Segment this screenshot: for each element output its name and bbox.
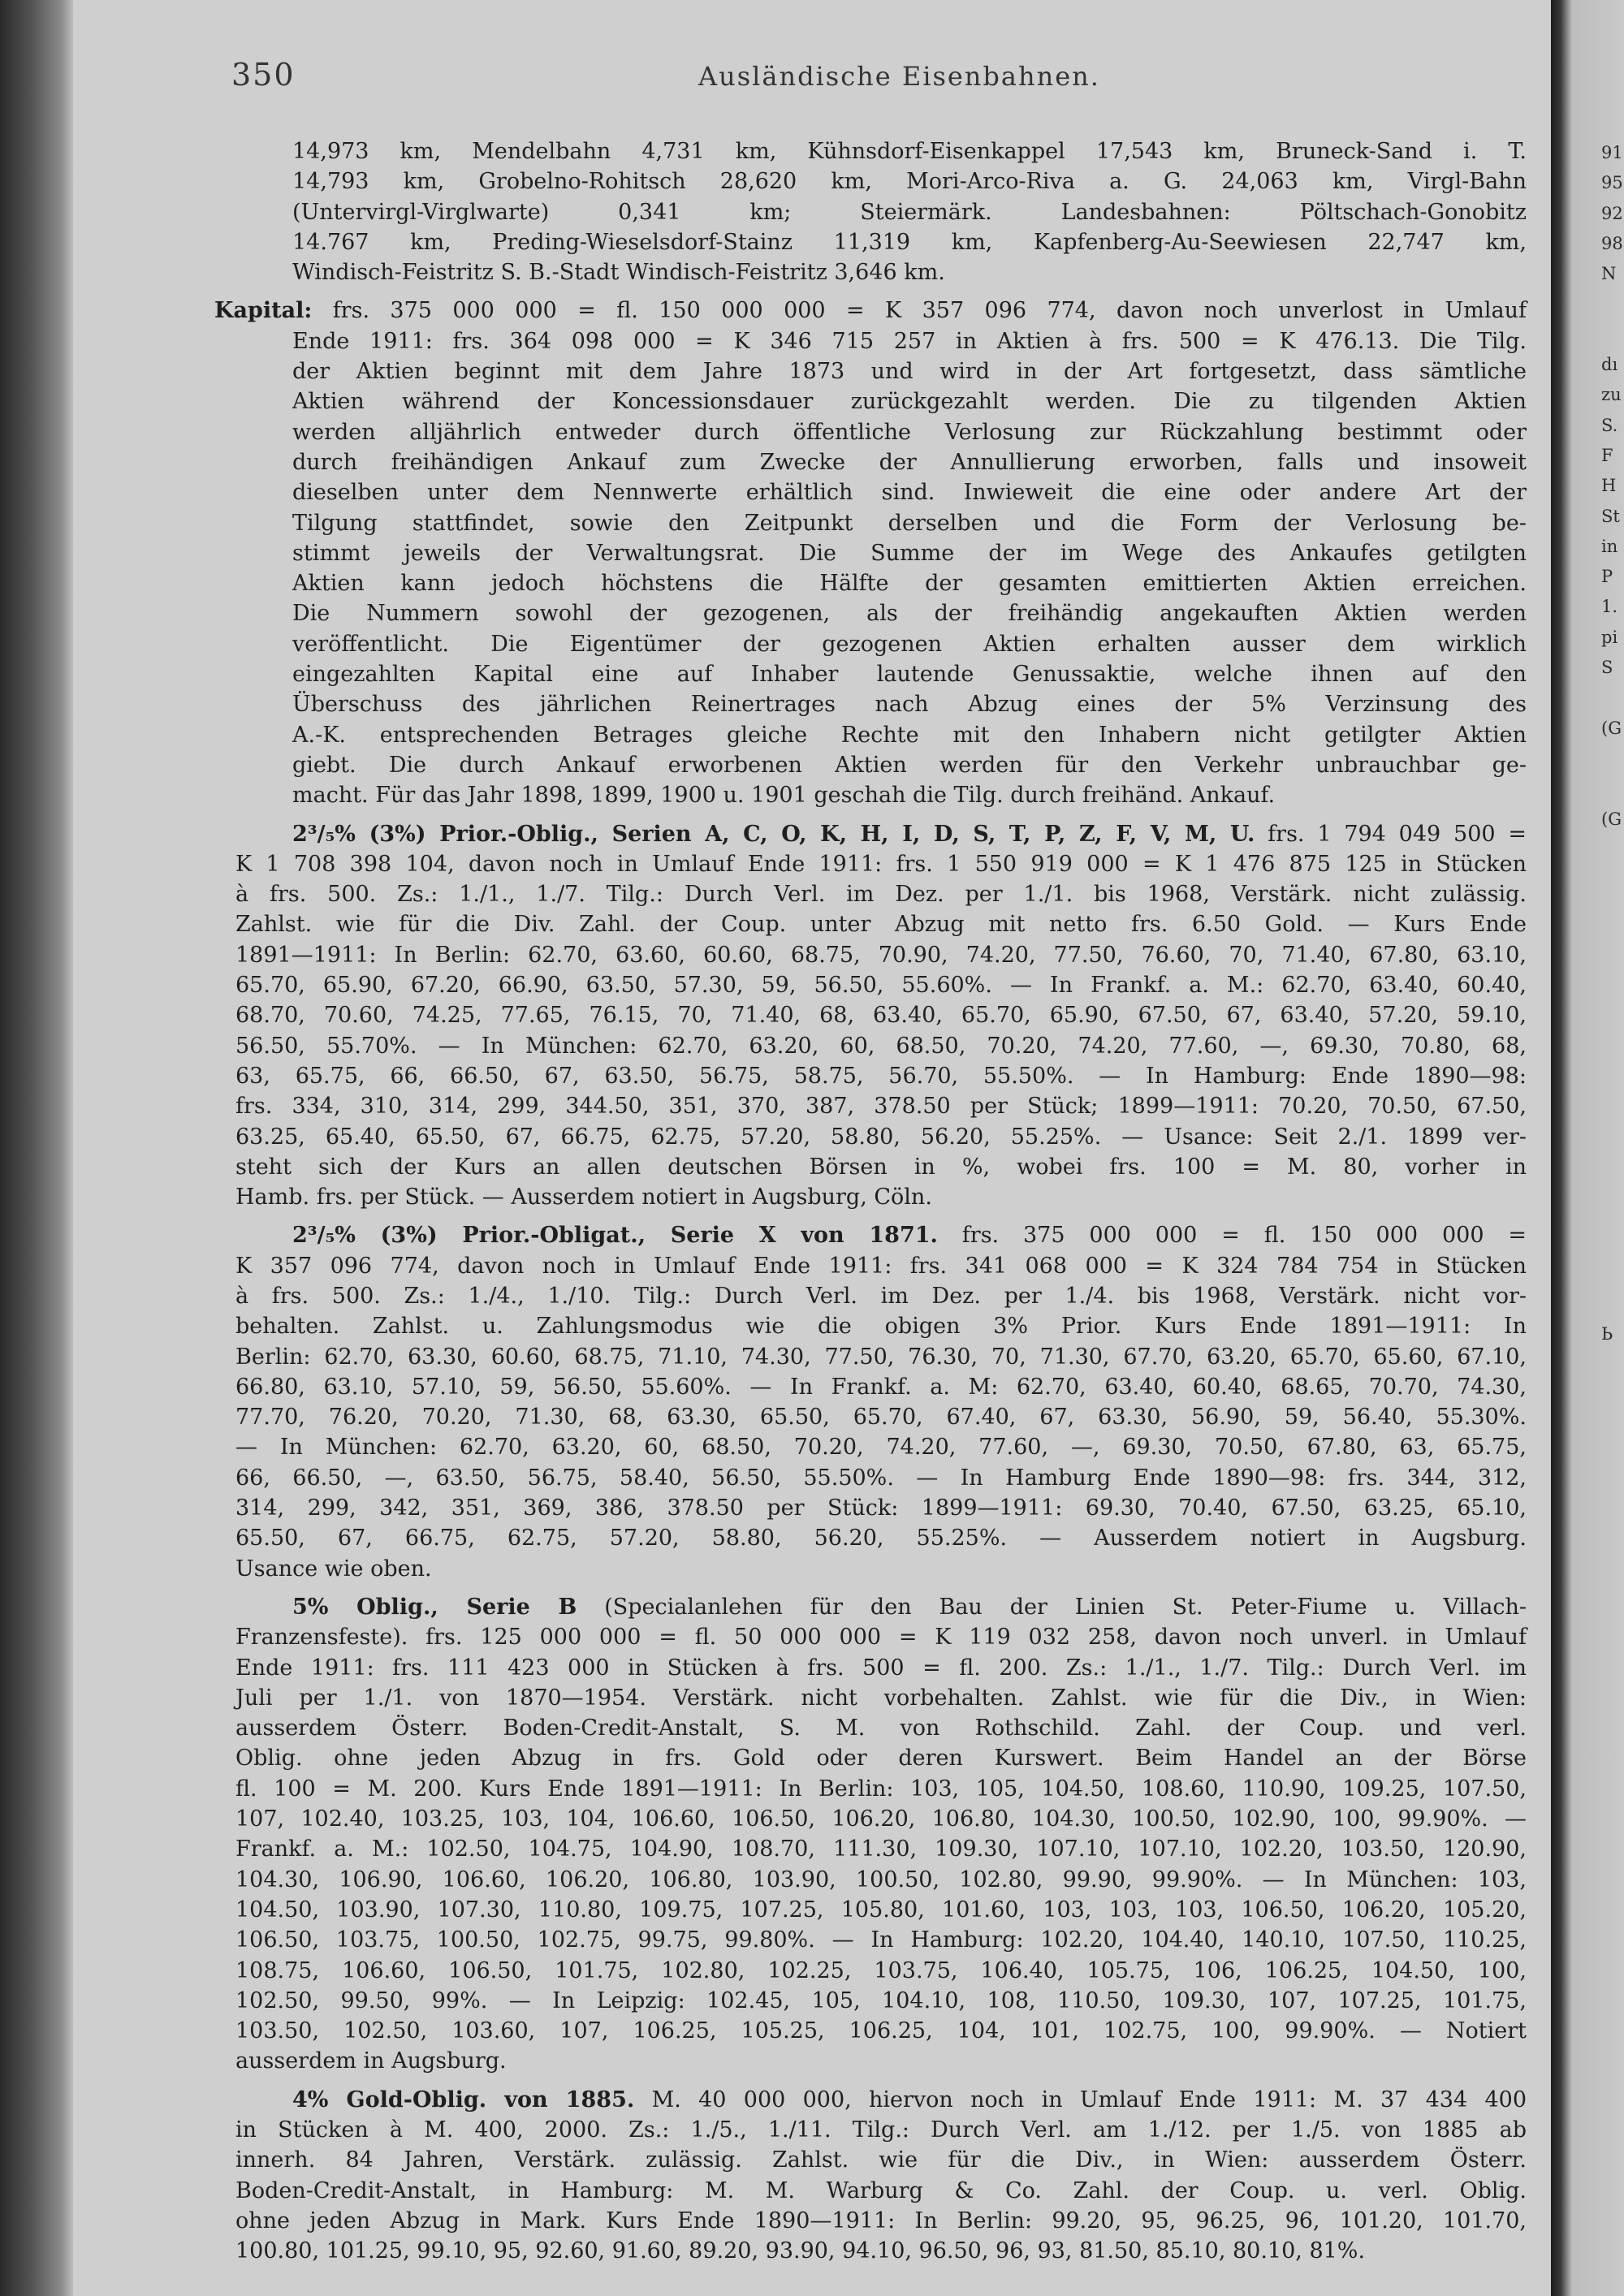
- edge-fragment: N: [1601, 264, 1617, 284]
- paragraph-prior-oblig-serien: [235, 819, 1535, 1213]
- paragraph-label: 2³/₅% (3%) Prior.-Obligat., Serie X von 1871.: [292, 1223, 938, 1249]
- text-line: [235, 1000, 1527, 1030]
- line-text: — In München: 62.70, 63.20, 60, 68.50, 70.20, 74.20, 77.60, —, 69.30, 70.50, 67.80, 63, 65.75,: [235, 1435, 1527, 1461]
- text-line: [235, 970, 1527, 1000]
- edge-fragment: 98: [1601, 233, 1623, 253]
- line-text: in Stücken à M. 400, 2000. Zs.: 1./5., 1./11. Tilg.: Durch Verl. am 1./12. per 1./5. von 1885 ab: [235, 2117, 1527, 2143]
- edge-fragment: [1601, 1077, 1624, 1107]
- line-text: 66, 66.50, —, 63.50, 56.75, 58.40, 56.50, 55.50%. — In Hamburg Ende 1890—98: frs. 344, 312,: [235, 1465, 1527, 1491]
- paragraph-label: 4% Gold-Oblig. von 1885.: [292, 2087, 635, 2113]
- edge-fragment: 95: [1601, 173, 1623, 193]
- paragraph-oblig-serie-b: [235, 1592, 1535, 2077]
- edge-fragment: zu: [1601, 385, 1622, 405]
- line-text: 63, 65.75, 66, 66.50, 67, 63.50, 56.75, 58.75, 56.70, 55.50%. — In Hamburg: Ende 1890—98:: [235, 1063, 1527, 1089]
- line-text: Usance wie oben.: [235, 1556, 432, 1582]
- text-line: [235, 1895, 1527, 1925]
- line-text: behalten. Zahlst. u. Zahlungsmodus wie die obigen 3% Prior. Kurs Ende 1891—1911: In: [235, 1314, 1527, 1340]
- text-line: [235, 1986, 1527, 2016]
- edge-fragment: S.: [1601, 415, 1618, 435]
- text-line: [235, 1091, 1527, 1121]
- text-line: [292, 689, 1527, 719]
- line-text: 104.30, 106.90, 106.60, 106.20, 106.80, 103.90, 100.50, 102.80, 99.90, 99.90%. — In München: 103,: [235, 1867, 1527, 1892]
- text-line: [235, 1554, 1527, 1584]
- edge-fragment: [1601, 895, 1624, 925]
- edge-fragment: [1601, 835, 1624, 865]
- text-line: [235, 1251, 1527, 1281]
- line-text: innerh. 84 Jahren, Verstärk. zulässig. Zahlst. wie für die Div., in Wien: ausserdem Österr.: [235, 2147, 1527, 2173]
- edge-fragment: [1601, 320, 1624, 350]
- line-text: steht sich der Kurs an allen deutschen Börsen in %, wobei frs. 100 = M. 80, vorher in: [235, 1154, 1527, 1180]
- book-binding-shadow: [0, 0, 73, 2296]
- text-line: [292, 819, 1527, 849]
- line-text: 314, 299, 342, 351, 369, 386, 378.50 per Stück: 1899—1911: 69.30, 70.40, 67.50, 63.25, 65.10,: [235, 1495, 1527, 1521]
- line-text: 107, 102.40, 103.25, 103, 104, 106.60, 106.50, 106.20, 106.80, 104.30, 100.50, 102.90, 100, 99.90%. —: [235, 1806, 1527, 1832]
- edge-fragment: pi: [1601, 627, 1618, 647]
- text-line: [235, 879, 1527, 909]
- text-line: [292, 326, 1527, 356]
- line-text: frs. 334, 310, 314, 299, 344.50, 351, 370, 387, 378.50 per Stück; 1899—1911: 70.20, 70.50, 67.50,: [235, 1094, 1527, 1120]
- paragraph-label: 2³/₅% (3%) Prior.-Oblig., Serien A, C, O, K, H, I, D, S, T, P, Z, F, V, M, U.: [292, 821, 1255, 847]
- line-text: M. 40 000 000, hiervon noch in Umlauf Ende 1911: M. 37 434 400: [634, 2087, 1527, 2113]
- edge-fragment: H: [1601, 476, 1617, 496]
- edge-fragment: [1601, 986, 1624, 1016]
- line-text: Berlin: 62.70, 63.30, 60.60, 68.75, 71.10, 74.30, 77.50, 76.30, 70, 71.30, 67.70, 63.20, 65.70, 65.60, 67.10,: [235, 1344, 1527, 1370]
- line-text: 66.80, 63.10, 57.10, 59, 56.50, 55.60%. — In Frankf. a. M: 62.70, 63.40, 60.40, 68.65, 70.70, 74.30,: [235, 1374, 1527, 1400]
- line-text: Tilgung stattfindet, sowie den Zeitpunkt derselben und die Form der Verlosung be-: [292, 510, 1527, 536]
- line-text: Überschuss des jährlichen Reinertrages nach Abzug eines der 5% Verzinsung des: [292, 692, 1527, 718]
- line-text: 14.767 km, Preding-Wieselsdorf-Stainz 11,319 km, Kapfenberg-Au-Seewiesen 22,747 km,: [292, 229, 1527, 255]
- edge-fragment: (G: [1601, 809, 1622, 829]
- text-line: [292, 568, 1527, 598]
- edge-fragment: [1601, 1167, 1624, 1198]
- line-text: 100.80, 101.25, 99.10, 95, 92.60, 91.60, 89.20, 93.90, 94.10, 96.50, 96, 93, 81.50, 85.10, 80.10, 81%.: [235, 2238, 1366, 2264]
- text-line: [235, 1372, 1527, 1402]
- edge-fragment: 91: [1601, 143, 1623, 162]
- line-text: 63.25, 65.40, 65.50, 67, 66.75, 62.75, 57.20, 58.80, 56.20, 55.25%. — Usance: Seit 2./1. 1899 ver-: [235, 1124, 1527, 1150]
- paragraph-gold-oblig-1885: [235, 2085, 1535, 2267]
- text-line: [235, 1743, 1527, 1773]
- text-line: [292, 166, 1527, 196]
- text-line: [292, 1220, 1527, 1250]
- text-line: [292, 780, 1527, 810]
- text-line: [292, 477, 1527, 507]
- line-text: giebt. Die durch Ankauf erworbenen Aktien werden für den Verkehr unbrauchbar ge-: [292, 752, 1527, 778]
- text-line: [292, 598, 1527, 628]
- edge-fragment: 92: [1601, 203, 1623, 223]
- text-line: [235, 1834, 1527, 1864]
- line-text: 68.70, 70.60, 74.25, 77.65, 76.15, 70, 71.40, 68, 63.40, 65.70, 65.90, 67.50, 67, 63.40, 57.20, 59.10,: [235, 1003, 1527, 1029]
- line-text: fl. 100 = M. 200. Kurs Ende 1891—1911: In Berlin: 103, 105, 104.50, 108.60, 110.90, 109.25, 107.50,: [235, 1776, 1527, 1802]
- text-line: [235, 1523, 1527, 1553]
- line-text: 14,973 km, Mendelbahn 4,731 km, Kühnsdorf-Eisenkappel 17,543 km, Bruneck-Sand i. T.: [292, 139, 1527, 164]
- line-text: ausserdem in Augsburg.: [235, 2048, 507, 2074]
- line-text: Franzensfeste). frs. 125 000 000 = fl. 50 000 000 = K 119 032 258, davon noch unverl. in Umlauf: [235, 1625, 1527, 1651]
- line-text: ausserdem Österr. Boden-Credit-Anstalt, S. M. von Rothschild. Zahl. der Coup. und verl.: [235, 1716, 1527, 1741]
- text-line: [235, 2236, 1527, 2266]
- line-text: Die Nummern sowohl der gezogenen, als der freihändig angekauften Aktien werden: [292, 601, 1527, 627]
- edge-fragment: dı: [1601, 355, 1618, 375]
- edge-fragment: [1601, 956, 1624, 986]
- line-text: Aktien während der Koncessionsdauer zurückgezahlt werden. Die zu tilgenden Aktien: [292, 389, 1527, 415]
- edge-fragment: S: [1601, 658, 1613, 678]
- edge-fragment: P: [1601, 567, 1613, 587]
- line-text: eingezahlten Kapital eine auf Inhaber lautende Genussaktie, welche ihnen auf den: [292, 662, 1527, 688]
- line-text: 1891—1911: In Berlin: 62.70, 63.60, 60.60, 68.75, 70.90, 74.20, 77.50, 76.60, 70, 71.40, 67.80, 63.10,: [235, 942, 1527, 968]
- text-line: [235, 1061, 1527, 1091]
- text-line: [292, 659, 1527, 689]
- text-line: [235, 1925, 1527, 1955]
- line-text: Oblig. ohne jeden Abzug in frs. Gold oder deren Kurswert. Beim Handel an der Börse: [235, 1746, 1527, 1772]
- text-line: [292, 197, 1527, 227]
- line-text: Ende 1911: frs. 111 423 000 in Stücken à frs. 500 = fl. 200. Zs.: 1./1., 1./7. Tilg.: Durch Verl. im: [235, 1655, 1527, 1681]
- line-text: Hamb. frs. per Stück. — Ausserdem notiert in Augsburg, Cöln.: [235, 1185, 932, 1211]
- line-text: (Specialanlehen für den Bau der Linien St. Peter-Fiume u. Villach-: [577, 1594, 1527, 1620]
- edge-fragment: F: [1601, 445, 1613, 465]
- edge-fragment: [1601, 774, 1624, 804]
- text-line: [235, 2176, 1527, 2206]
- edge-fragment: in: [1601, 536, 1618, 556]
- line-text: dieselben unter dem Nennwerte erhältlich sind. Inwieweit die eine oder andere Art der: [292, 480, 1527, 506]
- line-text: werden alljährlich entweder durch öffentliche Verlosung zur Rückzahlung bestimmt oder: [292, 419, 1527, 445]
- line-text: à frs. 500. Zs.: 1./1., 1./7. Tilg.: Durch Verl. im Dez. per 1./1. bis 1968, Verstärk. nicht zulässig.: [235, 882, 1527, 908]
- text-line: [235, 940, 1527, 970]
- text-line: [292, 720, 1527, 750]
- line-text: A.-K. entsprechenden Betrages gleiche Rechte mit den Inhabern nicht getilgter Aktien: [292, 722, 1527, 748]
- line-text: 106.50, 103.75, 100.50, 102.75, 99.75, 99.80%. — In Hamburg: 102.20, 104.40, 140.10, 107.50, 110.25,: [235, 1927, 1527, 1953]
- edge-fragment: [1601, 1137, 1624, 1167]
- edge-fragment: [1601, 1258, 1624, 1288]
- line-text: 104.50, 103.90, 107.30, 110.80, 109.75, 107.25, 105.80, 101.60, 103, 103, 103, 106.50, 106.20, 105.20,: [235, 1897, 1527, 1923]
- line-text: durch freihändigen Ankauf zum Zwecke der Annullierung erworben, falls und insoweit: [292, 449, 1527, 475]
- line-text: Juli per 1./1. von 1870—1954. Verstärk. nicht vorbehalten. Zahlst. wie für die Div., in Wien:: [235, 1685, 1527, 1711]
- text-line: [292, 447, 1527, 477]
- line-text: 65.70, 65.90, 67.20, 66.90, 63.50, 57.30, 59, 56.50, 55.60%. — In Frankf. a. M.: 62.70, 63.40, 60.40,: [235, 973, 1527, 999]
- paragraph-label: Kapital:: [214, 298, 313, 324]
- text-line: [292, 386, 1527, 416]
- line-text: 65.50, 67, 66.75, 62.75, 57.20, 58.80, 56.20, 55.25%. — Ausserdem notiert in Augsburg.: [235, 1526, 1527, 1552]
- text-line: [235, 1402, 1527, 1432]
- edge-fragment: St: [1601, 506, 1620, 526]
- text-line: [235, 1713, 1527, 1743]
- edge-fragment: [1601, 1016, 1624, 1047]
- line-text: der Aktien beginnt mit dem Jahre 1873 und wird in der Art fortgesetzt, dass sämtliche: [292, 359, 1527, 385]
- edge-fragment: [1601, 1228, 1624, 1258]
- text-line: [235, 2206, 1527, 2236]
- line-text: 56.50, 55.70%. — In München: 62.70, 63.20, 60, 68.50, 70.20, 74.20, 77.60, —, 69.30, 70.80, 68,: [235, 1033, 1527, 1059]
- paragraph-kapital: [214, 296, 1535, 810]
- text-line: [235, 2016, 1527, 2046]
- text-line: [214, 296, 1527, 326]
- text-line: [292, 356, 1527, 386]
- text-line: [235, 1956, 1527, 1986]
- edge-fragment: [1601, 1107, 1624, 1137]
- line-text: 14,793 km, Grobelno-Rohitsch 28,620 km, Mori-Arco-Riva a. G. 24,063 km, Virgl-Bahn: [292, 169, 1527, 195]
- text-line: [235, 849, 1527, 879]
- line-text: Frankf. a. M.: 102.50, 104.75, 104.90, 108.70, 111.30, 109.30, 107.10, 107.10, 102.20, 103.50, 120.90,: [235, 1836, 1527, 1862]
- page-number: 350: [231, 57, 296, 93]
- text-line: [235, 1774, 1527, 1804]
- text-line: [235, 1311, 1527, 1341]
- line-text: frs. 375 000 000 = fl. 150 000 000 = K 357 096 774, davon noch unverlost in Umlauf: [312, 298, 1527, 324]
- text-line: [235, 1432, 1527, 1462]
- text-line: [292, 750, 1527, 780]
- text-line: [292, 227, 1527, 257]
- line-text: Aktien kann jedoch höchstens die Hälfte der gesamten emittierten Aktien erreichen.: [292, 571, 1527, 597]
- edge-fragment: [1601, 926, 1624, 956]
- line-text: veröffentlicht. Die Eigentümer der gezogenen Aktien erhalten ausser dem wirklich: [292, 631, 1527, 657]
- line-text: ohne jeden Abzug in Mark. Kurs Ende 1890—1911: In Berlin: 99.20, 95, 96.25, 96, 101.20, 101.70,: [235, 2208, 1527, 2233]
- line-text: à frs. 500. Zs.: 1./4., 1./10. Tilg.: Durch Verl. im Dez. per 1./4. bis 1968, Verstärk. nicht vor-: [235, 1283, 1527, 1309]
- edge-fragment: [1601, 744, 1624, 774]
- line-text: frs. 375 000 000 = fl. 150 000 000 =: [937, 1223, 1527, 1249]
- text-line: [235, 1865, 1527, 1895]
- text-line: [292, 538, 1527, 568]
- line-text: Zahlst. wie für die Div. Zahl. der Coup. unter Abzug mit netto frs. 6.50 Gold. — Kurs Ende: [235, 912, 1527, 938]
- text-line: [292, 257, 1527, 287]
- text-line: [235, 1493, 1527, 1523]
- text-line: [292, 2085, 1527, 2115]
- text-line: [292, 629, 1527, 659]
- document-body: [214, 136, 1535, 2274]
- edge-fragment: [1601, 1198, 1624, 1228]
- line-text: frs. 1 794 049 500 =: [1255, 821, 1527, 847]
- paragraph-label: 5% Oblig., Serie B: [292, 1594, 577, 1620]
- text-line: [235, 1281, 1527, 1311]
- line-text: 103.50, 102.50, 103.60, 107, 106.25, 105.25, 106.25, 104, 101, 102.75, 100, 99.90%. — Notiert: [235, 2018, 1527, 2044]
- line-text: Ende 1911: frs. 364 098 000 = K 346 715 257 in Aktien à frs. 500 = K 476.13. Die Tilg.: [292, 328, 1527, 354]
- text-line: [235, 2046, 1527, 2076]
- text-line: [235, 1122, 1527, 1152]
- text-line: [235, 1622, 1527, 1652]
- edge-fragment: [1601, 1288, 1624, 1318]
- text-line: [235, 1342, 1527, 1372]
- line-text: 77.70, 76.20, 70.20, 71.30, 68, 63.30, 65.50, 65.70, 67.40, 67, 63.30, 56.90, 59, 56.40, 55.30%.: [235, 1405, 1527, 1431]
- text-line: [235, 2145, 1527, 2175]
- edge-fragment: [1601, 289, 1624, 319]
- text-line: [292, 136, 1527, 166]
- adjacent-page-fragments: [1601, 138, 1624, 1349]
- line-text: macht. Für das Jahr 1898, 1899, 1900 u. 1901 geschah die Tilg. durch freihänd. Ankauf.: [292, 783, 1276, 809]
- text-line: [235, 1683, 1527, 1713]
- line-text: 108.75, 106.60, 106.50, 101.75, 102.80, 102.25, 103.75, 106.40, 105.75, 106, 106.25, 104.50, 100,: [235, 1957, 1527, 1983]
- text-line: [235, 1463, 1527, 1493]
- edge-fragment: (G: [1601, 718, 1622, 738]
- line-text: Windisch-Feistritz S. B.-Stadt Windisch-Feistritz 3,646 km.: [292, 260, 945, 286]
- edge-fragment: Ь: [1601, 1323, 1613, 1344]
- text-line: [292, 508, 1527, 538]
- text-line: [235, 1031, 1527, 1061]
- line-text: (Untervirgl-Virglwarte) 0,341 km; Steiermärk. Landesbahnen: Pöltschach-Gonobitz: [292, 199, 1527, 225]
- text-line: [235, 1152, 1527, 1182]
- text-line: [235, 909, 1527, 939]
- text-line: [292, 417, 1527, 447]
- edge-fragment: [1601, 865, 1624, 895]
- line-text: K 357 096 774, davon noch in Umlauf Ende 1911: frs. 341 068 000 = K 324 784 754 in Stücken: [235, 1253, 1527, 1279]
- paragraph-intro: [235, 136, 1535, 287]
- text-line: [235, 1182, 1527, 1212]
- text-line: [235, 1653, 1527, 1683]
- line-text: Boden-Credit-Anstalt, in Hamburg: M. M. Warburg & Co. Zahl. der Coup. u. verl. Oblig.: [235, 2177, 1527, 2203]
- text-line: [292, 1592, 1527, 1622]
- text-line: [235, 1804, 1527, 1834]
- running-title: Ausländische Eisenbahnen.: [698, 61, 1100, 92]
- edge-fragment: 1.: [1601, 597, 1618, 617]
- edge-fragment: [1601, 683, 1624, 713]
- edge-fragment: [1601, 1047, 1624, 1077]
- line-text: stimmt jeweils der Verwaltungsrat. Die Summe der im Wege des Ankaufes getilgten: [292, 540, 1527, 566]
- text-line: [235, 2115, 1527, 2145]
- paragraph-prior-obligat-serie-x: [235, 1220, 1535, 1584]
- line-text: K 1 708 398 104, davon noch in Umlauf Ende 1911: frs. 1 550 919 000 = K 1 476 875 125 in Stücken: [235, 851, 1527, 877]
- line-text: 102.50, 99.50, 99%. — In Leipzig: 102.45, 105, 104.10, 108, 110.50, 109.30, 107, 107.25, 101.75,: [235, 1987, 1527, 2013]
